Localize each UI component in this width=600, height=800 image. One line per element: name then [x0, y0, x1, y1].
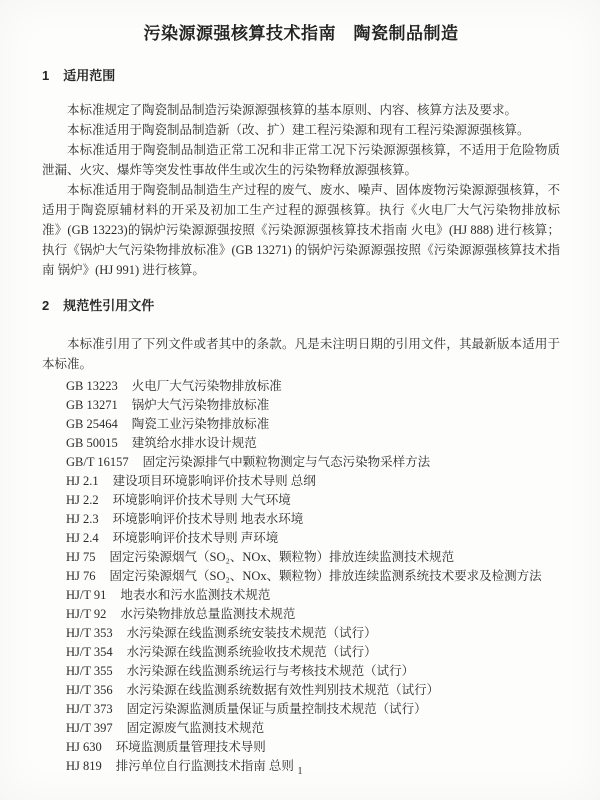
reference-item	[42, 624, 560, 643]
reference-code: HJ/T 353	[66, 626, 113, 640]
reference-code: HJ 630	[66, 740, 102, 754]
reference-title: 固定源废气监测技术规范	[126, 721, 265, 735]
reference-title: 环境影响评价技术导则 大气环境	[112, 493, 291, 507]
reference-title: 水污染源在线监测系统验收技术规范（试行）	[126, 645, 377, 659]
reference-item	[42, 605, 560, 624]
document-title: 污染源源强核算技术指南 陶瓷制品制造	[143, 24, 459, 43]
reference-title: 锅炉大气污染物排放标准	[131, 398, 270, 412]
reference-item	[42, 548, 560, 567]
reference-code: HJ/T 354	[66, 645, 113, 659]
reference-code: GB 13223	[66, 379, 118, 393]
reference-code: GB 13271	[66, 398, 118, 412]
reference-code: HJ 2.1	[66, 474, 99, 488]
reference-title: 地表水和污水监测技术规范	[120, 588, 271, 602]
reference-title: 固定污染源烟气（SO₂、NOx、颗粒物）排放连续监测系统技术要求及检测方法	[109, 569, 542, 583]
reference-code: HJ/T 356	[66, 683, 113, 697]
reference-code: HJ/T 373	[66, 702, 113, 716]
reference-title: 水污染源在线监测系统数据有效性判别技术规范（试行）	[126, 683, 440, 697]
section-2-number: 2	[42, 298, 50, 313]
section-1-heading	[42, 68, 560, 83]
reference-item	[42, 662, 560, 681]
reference-code: HJ/T 355	[66, 664, 113, 678]
reference-item	[42, 700, 560, 719]
reference-code: GB 50015	[66, 436, 118, 450]
reference-title: 环境影响评价技术导则 地表水环境	[112, 512, 304, 526]
reference-title: 水污染源在线监测系统运行与考核技术规范（试行）	[126, 664, 415, 678]
reference-title: 环境监测质量管理技术导则	[115, 740, 266, 754]
reference-title: 建设项目环境影响评价技术导则 总纲	[112, 474, 316, 488]
reference-item	[42, 415, 560, 434]
paragraph: 本标准适用于陶瓷制品制造正常工况和非正常工况下污染源源强核算，不适用于危险物质泄漏、火灾、爆炸等突发性事故伴生或次生的污染物释放源强核算。	[42, 143, 560, 177]
reference-item	[42, 529, 560, 548]
section-2-heading	[42, 298, 560, 313]
reference-item	[42, 567, 560, 586]
reference-code: HJ 819	[66, 759, 102, 773]
reference-code: HJ 75	[66, 550, 96, 564]
reference-title: 固定污染源排气中颗粒物测定与气态污染物采样方法	[142, 455, 431, 469]
reference-list	[42, 377, 560, 776]
paragraph: 本标准规定了陶瓷制品制造污染源源强核算的基本原则、内容、核算方法及要求。	[67, 103, 518, 117]
reference-item	[42, 472, 560, 491]
reference-item	[42, 510, 560, 529]
reference-item	[42, 719, 560, 738]
section-1-title: 适用范围	[63, 68, 116, 83]
reference-item	[42, 491, 560, 510]
reference-title: 固定污染源监测质量保证与质量控制技术规范（试行）	[126, 702, 427, 716]
section-2-title: 规范性引用文件	[63, 298, 155, 313]
reference-item	[42, 586, 560, 605]
reference-item	[42, 643, 560, 662]
reference-code: HJ 2.2	[66, 493, 99, 507]
paragraph: 本标准适用于陶瓷制品制造生产过程的废气、废水、噪声、固体废物污染源源强核算，不适用于陶瓷原辅材料的开采及初加工生产过程的源强核算。执行《火电厂大气污染物排放标准》(GB 13223)的锅炉污染源源强按照《污染源源强核算技术指南 火电》(HJ 888) 进行核算；执行《锅炉大气污染物排放标准》(GB 13271) 的锅炉污染源源强按照《污染源源强核算技术指南 锅炉》(HJ 991) 进行核算。	[42, 183, 560, 277]
page-number: 1	[297, 765, 303, 777]
reference-item	[42, 396, 560, 415]
reference-code: HJ 2.4	[66, 531, 99, 545]
section-1-body	[42, 100, 560, 280]
reference-item	[42, 377, 560, 396]
reference-title: 固定污染源烟气（SO₂、NOx、颗粒物）排放连续监测技术规范	[109, 550, 455, 564]
reference-title: 排污单位自行监测技术指南 总则	[115, 759, 294, 773]
section-1-number: 1	[42, 68, 50, 83]
reference-title: 水污染物排放总量监测技术规范	[120, 607, 296, 621]
reference-code: HJ/T 397	[66, 721, 113, 735]
reference-item	[42, 738, 560, 757]
reference-code: GB 25464	[66, 417, 118, 431]
reference-item	[42, 453, 560, 472]
reference-item	[42, 681, 560, 700]
paragraph: 本标准引用了下列文件或者其中的条款。凡是未注明日期的引用文件，其最新版本适用于本标准。	[42, 337, 560, 371]
paragraph: 本标准适用于陶瓷制品制造新（改、扩）建工程污染源和现有工程污染源源强核算。	[67, 123, 530, 137]
section-2-intro	[42, 334, 560, 374]
reference-title: 陶瓷工业污染物排放标准	[131, 417, 270, 431]
reference-code: HJ 2.3	[66, 512, 99, 526]
reference-code: GB/T 16157	[66, 455, 129, 469]
reference-code: HJ 76	[66, 569, 96, 583]
reference-code: HJ/T 92	[66, 607, 107, 621]
reference-title: 建筑给水排水设计规范	[131, 436, 257, 450]
reference-title: 环境影响评价技术导则 声环境	[112, 531, 279, 545]
reference-title: 水污染源在线监测系统安装技术规范（试行）	[126, 626, 377, 640]
reference-title: 火电厂大气污染物排放标准	[131, 379, 282, 393]
reference-code: HJ/T 91	[66, 588, 107, 602]
reference-item	[42, 434, 560, 453]
